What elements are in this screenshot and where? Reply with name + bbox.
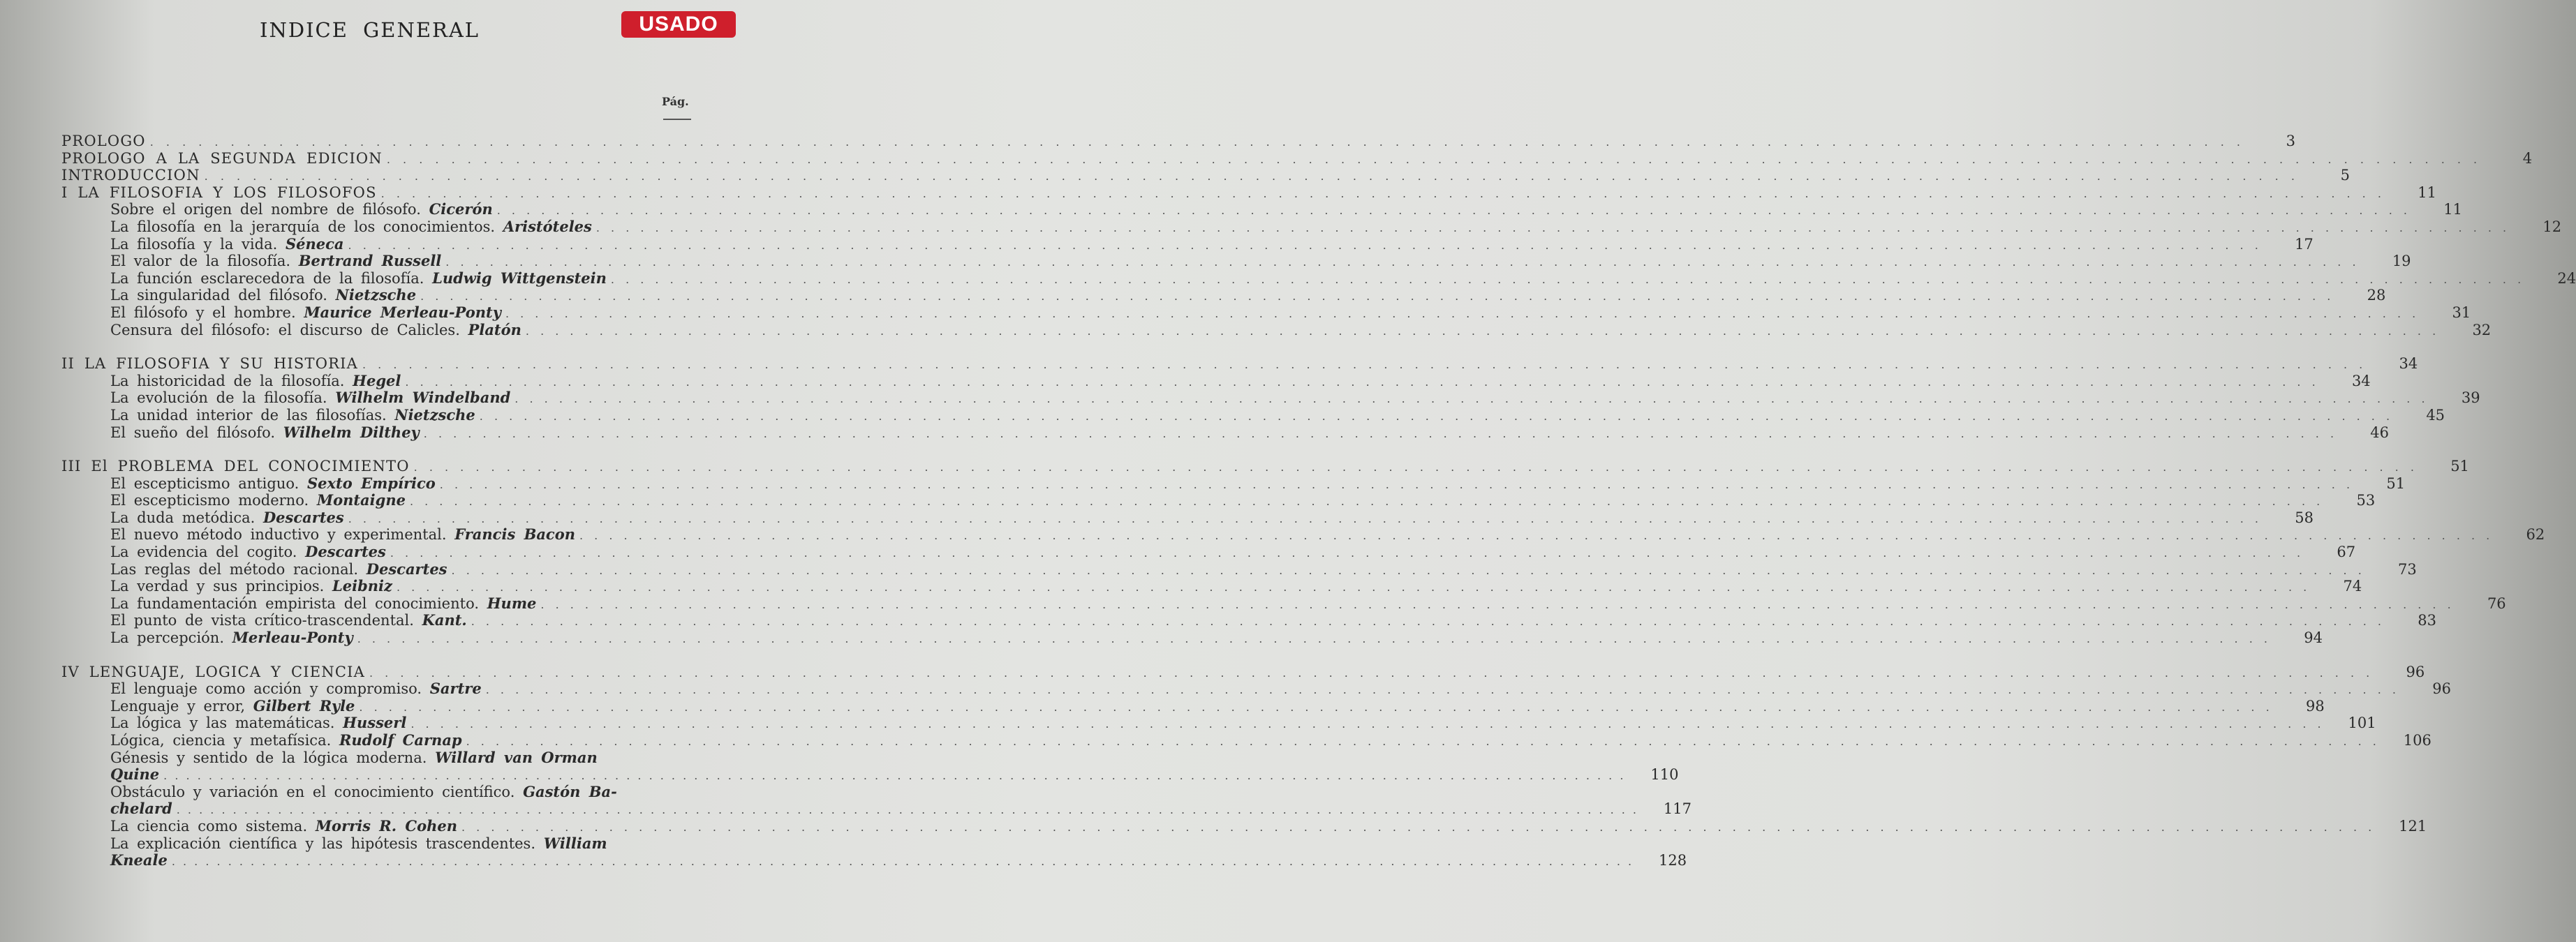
toc-entry-text: II LA FILOSOFIA Y SU HISTORIA <box>61 355 358 373</box>
toc-page-number: 51 <box>2450 458 2469 475</box>
toc-entry-author: Wilhelm Dilthey <box>283 423 420 441</box>
toc-entry <box>61 269 2576 287</box>
toc-entry-title <box>110 835 607 853</box>
dot-leader <box>369 665 2371 682</box>
toc-entry-author: Bertrand Russell <box>298 252 442 270</box>
toc-entry-author: Cicerón <box>429 200 493 218</box>
dot-leader <box>480 408 2392 426</box>
toc-entry-author: Francis Bacon <box>454 525 575 544</box>
dot-leader <box>466 733 2378 751</box>
dot-leader <box>362 357 2364 374</box>
toc-entry-title <box>110 407 475 424</box>
toc-page-number: 121 <box>2399 817 2427 835</box>
toc-entry-text: La explicación científica y las hipótesis trascendentes. <box>110 835 544 852</box>
toc-entry-title <box>110 578 392 595</box>
toc-entry-author: Montaigne <box>316 491 406 509</box>
toc-page-number: 5 <box>2340 167 2350 184</box>
dot-leader <box>348 237 2260 255</box>
toc-entry <box>61 835 697 853</box>
toc-entry-text: La lógica y las matemáticas. <box>110 715 343 732</box>
toc-entry-author: chelard <box>110 800 172 818</box>
toc-entry-text: La filosofía y la vida. <box>110 235 286 253</box>
dot-leader <box>348 511 2260 528</box>
toc-entry-title <box>110 732 462 749</box>
toc-entry <box>61 800 1692 818</box>
toc-entry-text: Sobre el origen del nombre de filósofo. <box>110 201 429 218</box>
toc-entry-text: La evidencia del cogito. <box>110 544 306 561</box>
toc-entry <box>61 286 2386 304</box>
toc-page-number: 101 <box>2348 715 2376 732</box>
toc-entry <box>61 594 2506 613</box>
toc-entry-text: La evolución de la filosofía. <box>110 389 336 407</box>
toc-entry <box>61 611 2436 629</box>
dot-leader <box>579 528 2492 545</box>
toc-entry-author: Kneale <box>110 851 168 869</box>
toc-entry-title <box>61 133 146 150</box>
toc-entry-text: La singularidad del filósofo. <box>110 287 336 304</box>
toc-entry-text: El lenguaje como acción y compromiso. <box>110 680 430 698</box>
toc-entry-author: Husserl <box>343 714 407 732</box>
dot-leader <box>611 271 2523 289</box>
toc-entry-text: El punto de vista crítico-trascendental. <box>110 612 422 629</box>
toc-entry-title <box>110 749 598 767</box>
dot-leader <box>486 682 2398 699</box>
toc-entry <box>61 389 2480 407</box>
toc-entry-title <box>110 201 493 218</box>
page-column-label: Pág. <box>662 95 689 108</box>
dot-leader <box>471 613 2383 631</box>
toc-entry <box>61 784 697 801</box>
toc-entry-text: INTRODUCCION <box>61 167 200 184</box>
toc-entry-author: Platón <box>468 320 521 338</box>
toc-entry-author: Wilhelm Windelband <box>335 389 511 407</box>
toc-entry <box>61 543 2356 561</box>
toc-entry-text: El valor de la filosofía. <box>110 253 299 270</box>
toc-entry-text: El nuevo método inductivo y experimental. <box>110 526 455 544</box>
toc-entry-title <box>110 715 406 732</box>
used-badge: USADO <box>621 11 736 38</box>
toc-page-number: 94 <box>2304 629 2323 647</box>
toc-entry-title <box>110 612 467 629</box>
toc-entry <box>61 167 2350 184</box>
toc-entry-text: PROLOGO A LA SEGUNDA EDICION <box>61 149 383 167</box>
toc-entry-title <box>61 664 365 681</box>
toc-entry-title <box>110 236 344 253</box>
toc-entry-text: La fundamentación empirista del conocimiento. <box>110 595 487 612</box>
toc-entry-text: Lógica, ciencia y metafísica. <box>110 732 339 749</box>
toc-entry-title <box>110 595 536 613</box>
toc-page-number: 58 <box>2295 509 2314 526</box>
toc-entry-text: Censura del filósofo: el discurso de Calicles. <box>110 321 468 338</box>
toc-entry-title <box>61 167 200 184</box>
dot-leader <box>410 493 2322 511</box>
toc-entry-title <box>110 492 406 509</box>
toc-entry-title <box>110 389 510 407</box>
toc-page-number: 24 <box>2557 269 2576 287</box>
toc-entry-title <box>110 852 168 869</box>
dot-leader <box>515 391 2427 408</box>
toc-entry <box>61 731 2431 749</box>
toc-entry <box>61 525 2545 544</box>
dot-leader <box>410 716 2323 733</box>
dot-leader <box>596 220 2508 237</box>
toc-page-number: 98 <box>2305 697 2325 715</box>
toc-entry <box>61 458 2469 475</box>
toc-entry-title <box>110 304 501 322</box>
toc-entry-author: Séneca <box>285 234 344 253</box>
toc-page-number: 32 <box>2472 321 2492 338</box>
dot-leader <box>405 374 2317 391</box>
toc-entry <box>61 577 2362 595</box>
toc-page-number: 110 <box>1650 766 1679 784</box>
toc-entry-author: Sartre <box>429 680 482 698</box>
toc-page-number: 96 <box>2406 663 2425 680</box>
dot-leader <box>381 186 2383 203</box>
toc-page-number: 17 <box>2295 235 2314 253</box>
toc-entry-title <box>110 373 401 390</box>
dot-leader <box>461 819 2374 837</box>
toc-entry-author: Gastón Ba- <box>523 782 617 800</box>
toc-page-number: 4 <box>2522 149 2533 167</box>
toc-entry-author: Leibniz <box>332 577 392 595</box>
toc-entry <box>61 714 2376 732</box>
toc-entry-text: Génesis y sentido de la lógica moderna. <box>110 749 436 766</box>
toc-entry-title <box>110 218 592 236</box>
dot-leader <box>205 168 2297 186</box>
toc-entry <box>61 234 2314 253</box>
toc-entry-text: El escepticismo moderno. <box>110 492 317 509</box>
dot-leader <box>440 477 2352 494</box>
dot-leader <box>357 631 2270 648</box>
table-of-contents <box>61 131 2576 869</box>
toc-entry <box>61 816 2427 835</box>
toc-entry <box>61 200 2463 218</box>
toc-entry-text: Las reglas del método racional. <box>110 560 367 578</box>
toc-entry-text: La función esclarecedora de la filosofía. <box>110 269 433 287</box>
toc-page-number: 76 <box>2487 595 2506 612</box>
toc-page-number: 117 <box>1663 800 1692 818</box>
toc-entry <box>61 508 2314 527</box>
toc-entry-text: I LA FILOSOFIA Y LOS FILOSOFOS <box>61 184 377 201</box>
toc-entry <box>61 217 2562 236</box>
toc-entry-title <box>110 322 521 339</box>
toc-entry-title <box>110 509 344 527</box>
dot-leader <box>163 768 1625 785</box>
toc-entry-text: El sueño del filósofo. <box>110 424 283 441</box>
dot-leader <box>497 202 2409 220</box>
toc-entry-text: Lenguaje y error, <box>110 697 253 715</box>
toc-entry-text: El filósofo y el hombre. <box>110 304 304 321</box>
toc-page-number: 106 <box>2403 732 2431 749</box>
toc-page-number: 51 <box>2386 474 2406 492</box>
dot-leader <box>424 426 2336 443</box>
toc-entry-text: La duda metódica. <box>110 509 263 526</box>
toc-entry-title <box>110 270 607 287</box>
toc-entry-author: Kant. <box>422 611 467 629</box>
toc-entry-author: Rudolf Carnap <box>339 731 462 749</box>
toc-entry <box>61 252 2411 270</box>
toc-entry <box>61 749 697 767</box>
toc-entry <box>61 474 2406 493</box>
toc-page-number: 19 <box>2392 253 2411 270</box>
toc-page-number: 53 <box>2356 492 2376 509</box>
toc-entry-author: Willard van Orman <box>435 748 598 766</box>
toc-page-number: 11 <box>2443 201 2463 218</box>
toc-page-number: 128 <box>1659 852 1687 869</box>
toc-entry-title <box>110 818 457 835</box>
toc-entry-text: III El PROBLEMA DEL CONOCIMIENTO <box>61 458 410 475</box>
toc-entry-title <box>61 355 358 373</box>
toc-entry <box>61 629 2323 647</box>
toc-entry-author: Hume <box>487 594 537 612</box>
toc-entry-text: IV LENGUAJE, LOGICA Y CIENCIA <box>61 663 365 680</box>
dot-leader <box>452 562 2364 580</box>
toc-entry <box>61 371 2371 390</box>
page-column-rule <box>663 119 691 120</box>
toc-entry-text: La ciencia como sistema. <box>110 817 316 835</box>
toc-entry-text: La unidad interior de las filosofías. <box>110 406 395 424</box>
toc-page-number: 83 <box>2418 612 2436 629</box>
toc-page-number: 31 <box>2452 304 2471 321</box>
toc-entry <box>61 303 2471 322</box>
toc-page-number: 46 <box>2370 424 2390 441</box>
toc-page-number: 28 <box>2367 287 2386 304</box>
dot-leader <box>526 323 2438 341</box>
toc-page-number: 34 <box>2399 355 2418 373</box>
toc-entry-title <box>61 458 410 475</box>
toc-page-number: 73 <box>2398 560 2417 578</box>
toc-entry-title <box>110 698 355 715</box>
toc-entry-text: La filosofía en la jerarquía de los conocimientos. <box>110 218 503 235</box>
toc-entry-author: Merleau-Ponty <box>232 629 353 647</box>
toc-entry-author: Gilbert Ryle <box>253 696 355 715</box>
toc-page-number: 34 <box>2351 372 2371 389</box>
toc-entry-author: Sexto Empírico <box>307 474 436 492</box>
toc-entry-title <box>110 544 386 561</box>
dot-leader <box>172 853 1634 871</box>
toc-entry-title <box>110 784 617 801</box>
toc-entry <box>61 663 2425 681</box>
toc-entry <box>61 851 1687 869</box>
toc-entry-title <box>110 526 575 544</box>
toc-entry-title <box>110 475 436 493</box>
toc-entry-author: Hegel <box>353 371 401 389</box>
toc-entry <box>61 405 2445 424</box>
toc-entry-text: PROLOGO <box>61 133 146 149</box>
page-title: INDICE GENERAL <box>260 18 480 42</box>
toc-entry-text: La historicidad de la filosofía. <box>110 372 353 389</box>
toc-entry <box>61 696 2325 715</box>
toc-page-number: 11 <box>2418 184 2436 201</box>
toc-page-number: 3 <box>2286 133 2295 149</box>
dot-leader <box>359 699 2271 717</box>
dot-leader <box>445 254 2357 271</box>
toc-entry-author: Ludwig Wittgenstein <box>432 269 607 287</box>
toc-entry-author: Aristóteles <box>503 217 592 235</box>
toc-entry-author: Descartes <box>262 508 344 526</box>
toc-page-number: 96 <box>2432 680 2451 698</box>
toc-entry-title <box>110 287 416 304</box>
dot-leader <box>390 545 2302 562</box>
toc-entry-title <box>110 680 482 698</box>
toc-entry-author: Nietzsche <box>335 286 417 304</box>
toc-page-number: 45 <box>2426 406 2445 424</box>
toc-entry <box>61 491 2376 509</box>
toc-entry <box>61 355 2418 373</box>
toc-entry <box>61 560 2417 578</box>
toc-entry-title <box>110 424 420 442</box>
toc-entry-text: La verdad y sus principios. <box>110 578 332 595</box>
toc-entry <box>61 133 2295 150</box>
toc-entry-author: Descartes <box>366 560 447 578</box>
dot-leader <box>420 288 2332 306</box>
toc-page-number: 67 <box>2337 544 2356 561</box>
toc-page-number: 39 <box>2461 389 2480 407</box>
toc-entry-author: Nietzsche <box>394 405 475 424</box>
dot-leader <box>397 579 2309 597</box>
toc-entry-title <box>110 561 447 578</box>
toc-entry-author: William <box>543 834 607 852</box>
dot-leader <box>414 459 2416 477</box>
toc-entry-title <box>110 800 172 818</box>
toc-entry <box>61 765 1679 784</box>
toc-entry-title <box>110 766 159 784</box>
toc-entry-title <box>61 184 377 202</box>
toc-entry <box>61 320 2492 339</box>
dot-leader <box>505 306 2418 323</box>
toc-entry-title <box>110 253 441 270</box>
toc-entry-title <box>61 150 383 167</box>
toc-page-number: 62 <box>2526 526 2545 544</box>
dot-leader <box>150 134 2242 151</box>
toc-entry-text: La percepción. <box>110 629 232 647</box>
dot-leader <box>387 151 2479 169</box>
toc-entry-author: Quine <box>110 765 160 784</box>
dot-leader <box>540 597 2452 614</box>
toc-entry-author: Maurice Merleau-Ponty <box>304 303 501 321</box>
toc-entry <box>61 423 2390 442</box>
toc-entry-title <box>110 629 353 647</box>
toc-page-number: 74 <box>2343 578 2362 595</box>
toc-entry-author: Morris R. Cohen <box>315 816 457 835</box>
toc-entry-text: Obstáculo y variación en el conocimiento científico. <box>110 783 524 800</box>
toc-entry <box>61 184 2436 202</box>
toc-entry <box>61 149 2533 167</box>
toc-entry-text: El escepticismo antiguo. <box>110 474 307 492</box>
toc-page-number: 12 <box>2542 218 2562 235</box>
toc-entry <box>61 680 2451 698</box>
toc-entry-author: Descartes <box>305 543 386 561</box>
